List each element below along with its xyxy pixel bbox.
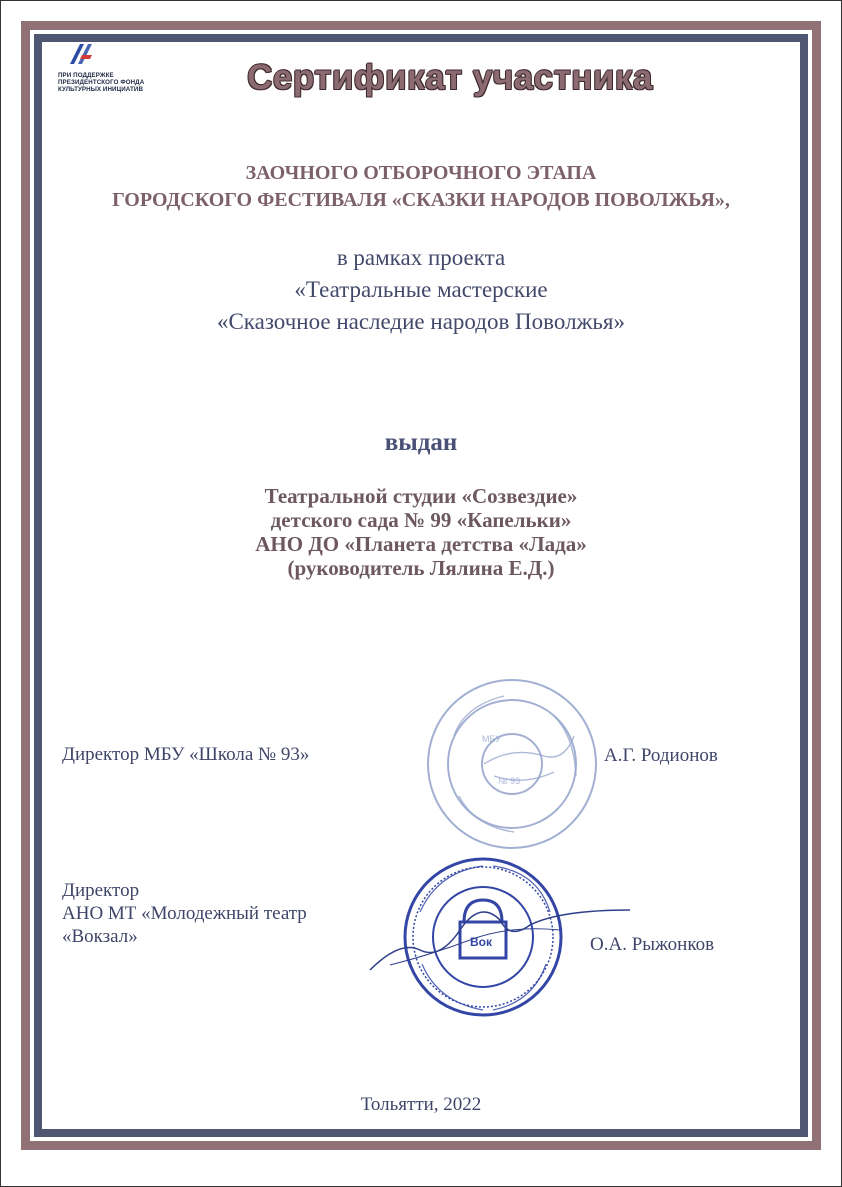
stage-line: ЗАОЧНОГО ОТБОРОЧНОГО ЭТАПА bbox=[245, 162, 597, 184]
recipient-block bbox=[40, 484, 802, 580]
role-line: АНО МТ «Молодежный театр bbox=[62, 903, 307, 924]
role-line: Директор МБУ «Школа № 93» bbox=[62, 744, 310, 765]
stage-line: ГОРОДСКОГО ФЕСТИВАЛЯ «СКАЗКИ НАРОДОВ ПОВОЛЖЬЯ», bbox=[112, 189, 730, 211]
recipient-line: АНО ДО «Планета детства «Лада» bbox=[255, 532, 587, 556]
signature bbox=[360, 880, 640, 980]
pfki-logo-icon bbox=[68, 42, 94, 66]
stamp-text: МБУ bbox=[482, 734, 501, 744]
role-line: «Вокзал» bbox=[62, 926, 138, 947]
sponsor-text bbox=[58, 72, 144, 93]
signatory-name-2: О.А. Рыжонков bbox=[590, 934, 715, 955]
stamp-text: Вок bbox=[470, 935, 493, 949]
recipient-line: (руководитель Лялина Е.Д.) bbox=[287, 556, 555, 580]
stamp-text: № 93 bbox=[498, 776, 521, 786]
project-line: «Театральные мастерские bbox=[294, 277, 548, 302]
recipient-line: детского сада № 99 «Капельки» bbox=[270, 508, 572, 532]
school-stamp bbox=[424, 676, 600, 852]
signatory-name-1: А.Г. Родионов bbox=[604, 745, 718, 766]
signatory-role-2 bbox=[62, 879, 307, 948]
project-line: в рамках проекта bbox=[336, 245, 506, 270]
sponsor-line: ПРИ ПОДДЕРЖКЕ bbox=[58, 72, 114, 79]
sponsor-line: КУЛЬТУРНЫХ ИНИЦИАТИВ bbox=[58, 86, 144, 93]
role-line: Директор bbox=[62, 880, 140, 901]
festival-stage bbox=[40, 160, 802, 214]
recipient-line: Театральной студии «Созвездие» bbox=[264, 484, 578, 508]
sponsor-line: ПРЕЗИДЕНТСКОГО ФОНДА bbox=[58, 79, 145, 86]
issued-label: выдан bbox=[384, 429, 458, 456]
project-line: «Сказочное наследие народов Поволжья» bbox=[216, 309, 626, 334]
place-and-year: Тольятти, 2022 bbox=[360, 1094, 482, 1115]
signatory-role-1 bbox=[62, 743, 309, 766]
project-description bbox=[40, 242, 802, 338]
certificate-title: Сертификат участника bbox=[247, 58, 653, 97]
